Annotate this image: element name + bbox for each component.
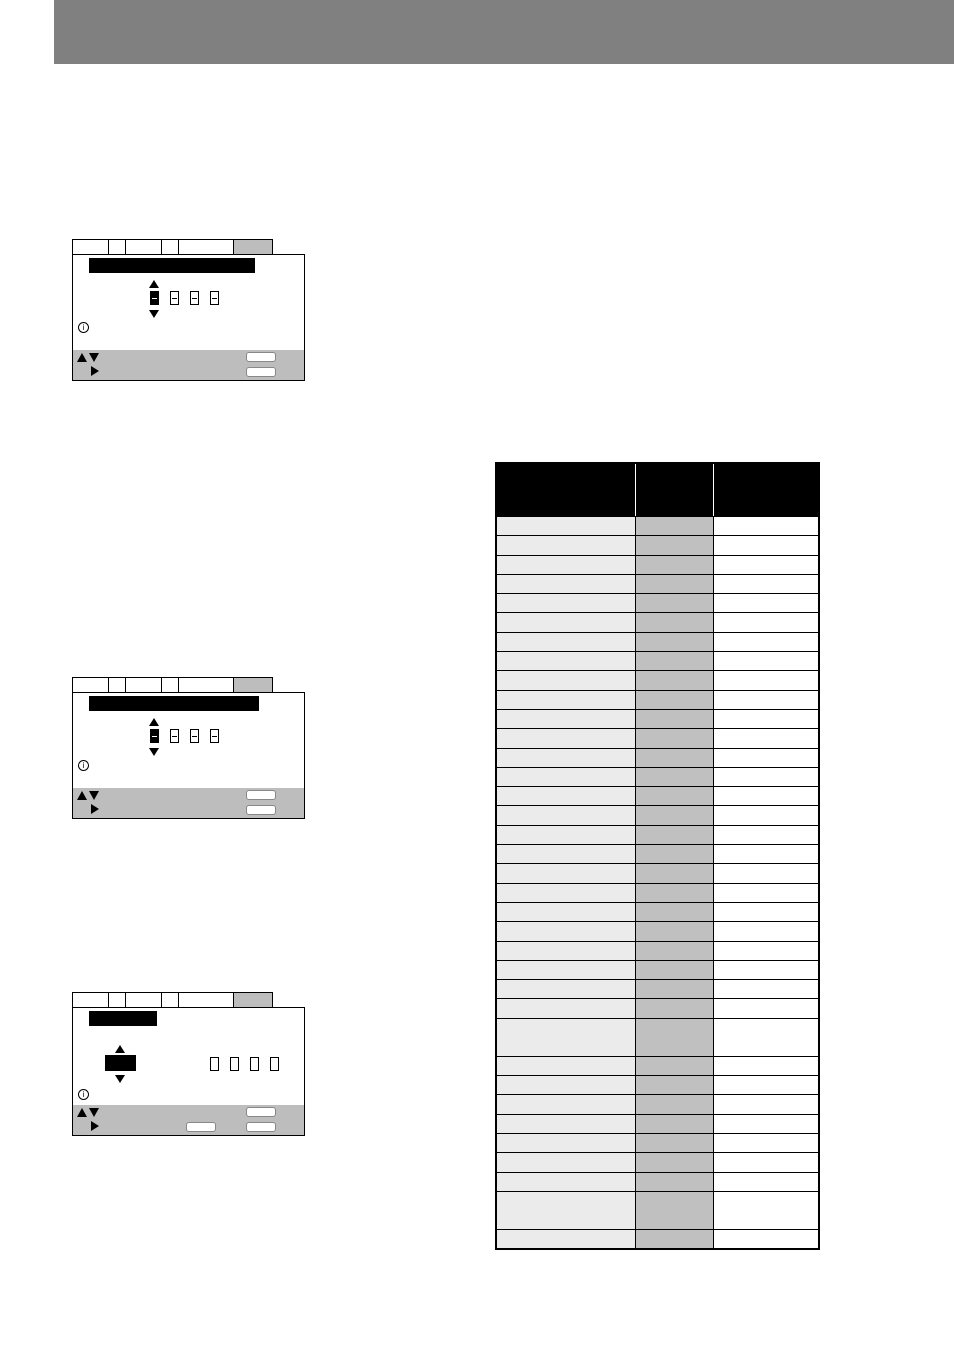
digit-4[interactable] [210, 291, 219, 305]
title-highlight [89, 1011, 157, 1026]
nav-down-icon [89, 353, 99, 362]
title-highlight [89, 258, 255, 273]
arrow-up-icon[interactable] [115, 1045, 125, 1053]
tab-4[interactable] [161, 239, 179, 254]
cell-code [636, 1095, 714, 1113]
arrow-up-icon[interactable] [149, 280, 159, 288]
cell-code [636, 806, 714, 824]
table-row [497, 1191, 818, 1229]
table-row [497, 690, 818, 709]
osd-panel [72, 254, 305, 381]
table-row [497, 1018, 818, 1056]
cell-input-code [714, 1192, 818, 1229]
cell-code [636, 517, 714, 535]
nav-down-icon [89, 1108, 99, 1117]
cell-language [497, 884, 636, 902]
code-box-3 [250, 1057, 259, 1071]
arrow-down-icon[interactable] [149, 748, 159, 756]
table-row [497, 612, 818, 631]
cell-input-code [714, 903, 818, 921]
cell-input-code [714, 575, 818, 593]
cell-language [497, 1115, 636, 1133]
cell-code [636, 633, 714, 651]
cell-input-code [714, 942, 818, 960]
cell-input-code [714, 536, 818, 554]
header-input-code [714, 464, 818, 516]
tab-5[interactable] [178, 239, 234, 254]
cell-code [636, 884, 714, 902]
cell-input-code [714, 652, 818, 670]
table-row [497, 786, 818, 805]
table-row [497, 902, 818, 921]
cell-language [497, 806, 636, 824]
cell-language [497, 1095, 636, 1113]
cell-input-code [714, 1134, 818, 1152]
operation-guide-bar [73, 350, 304, 380]
title-highlight [89, 696, 259, 711]
digit-1-selected[interactable] [150, 729, 159, 743]
nav-right-icon [91, 804, 99, 814]
table-row [497, 1075, 818, 1094]
table-row [497, 979, 818, 998]
cell-input-code [714, 922, 818, 940]
table-header [497, 464, 818, 516]
cell-language [497, 517, 636, 535]
guide-button-1[interactable] [246, 790, 276, 800]
operation-guide-bar [73, 788, 304, 818]
cell-code [636, 1173, 714, 1191]
table-row [497, 960, 818, 979]
cell-language [497, 903, 636, 921]
cell-input-code [714, 613, 818, 631]
cell-code [636, 536, 714, 554]
cell-language [497, 1192, 636, 1229]
cell-code [636, 1076, 714, 1094]
nav-right-icon [91, 366, 99, 376]
cell-language [497, 922, 636, 940]
cell-language [497, 845, 636, 863]
cell-input-code [714, 1076, 818, 1094]
cell-code [636, 845, 714, 863]
cell-input-code [714, 787, 818, 805]
digit-3[interactable] [190, 729, 199, 743]
cell-language [497, 575, 636, 593]
menu-tabs [72, 992, 305, 1008]
page-header-bar [54, 0, 954, 64]
cell-input-code [714, 1057, 818, 1075]
cell-input-code [714, 594, 818, 612]
cell-code [636, 1192, 714, 1229]
cell-language [497, 749, 636, 767]
cell-language [497, 768, 636, 786]
cell-language [497, 1173, 636, 1191]
tab-3[interactable] [125, 239, 162, 254]
arrow-down-icon[interactable] [149, 310, 159, 318]
cell-code [636, 575, 714, 593]
table-row [497, 1094, 818, 1113]
cell-language [497, 961, 636, 979]
cell-input-code [714, 884, 818, 902]
cell-input-code [714, 961, 818, 979]
table-row [497, 1114, 818, 1133]
cell-language [497, 1057, 636, 1075]
tab-3[interactable] [125, 677, 162, 692]
cell-input-code [714, 768, 818, 786]
arrow-down-icon[interactable] [115, 1075, 125, 1083]
tab-6-active[interactable] [233, 992, 273, 1008]
cell-code [636, 1019, 714, 1056]
nav-up-icon [77, 791, 87, 800]
language-code-table [495, 462, 820, 1250]
tab-5[interactable] [178, 992, 234, 1007]
cell-language [497, 787, 636, 805]
code-box-2 [230, 1057, 239, 1071]
cell-code [636, 903, 714, 921]
guide-button-2[interactable] [246, 1122, 276, 1132]
tab-2[interactable] [108, 992, 126, 1007]
digit-4[interactable] [210, 729, 219, 743]
code-box-4 [270, 1057, 279, 1071]
cell-language [497, 710, 636, 728]
info-icon: i [78, 1089, 89, 1100]
cell-language [497, 594, 636, 612]
table-row [497, 535, 818, 554]
cell-language [497, 536, 636, 554]
cell-input-code [714, 517, 818, 535]
tab-6-active[interactable] [233, 677, 273, 693]
cell-code [636, 980, 714, 998]
digit-2[interactable] [170, 729, 179, 743]
guide-button-1[interactable] [246, 1107, 276, 1117]
table-row [497, 1152, 818, 1171]
osd-panel [72, 1007, 305, 1136]
digit-3[interactable] [190, 291, 199, 305]
tab-1[interactable] [72, 677, 109, 692]
arrow-up-icon[interactable] [149, 718, 159, 726]
cell-input-code [714, 1173, 818, 1191]
table-row [497, 805, 818, 824]
tab-2[interactable] [108, 239, 126, 254]
cell-code [636, 729, 714, 747]
cell-input-code [714, 710, 818, 728]
cell-input-code [714, 1230, 818, 1248]
cell-input-code [714, 1019, 818, 1056]
cell-input-code [714, 729, 818, 747]
osd-screen-2 [72, 677, 305, 819]
cell-input-code [714, 671, 818, 689]
cell-code [636, 768, 714, 786]
cell-language [497, 691, 636, 709]
cell-language [497, 1019, 636, 1056]
cell-input-code [714, 1153, 818, 1171]
nav-up-icon [77, 1108, 87, 1117]
cell-language [497, 1153, 636, 1171]
cell-input-code [714, 845, 818, 863]
table-row [497, 1172, 818, 1191]
osd-screen-3 [72, 992, 305, 1136]
cell-code [636, 1153, 714, 1171]
digit-1-selected[interactable] [150, 291, 159, 305]
cell-code [636, 691, 714, 709]
cell-language [497, 942, 636, 960]
cell-code [636, 1134, 714, 1152]
cell-input-code [714, 633, 818, 651]
cell-input-code [714, 980, 818, 998]
guide-button-2[interactable] [246, 367, 276, 377]
cell-language [497, 999, 636, 1017]
tab-2[interactable] [108, 677, 126, 692]
cell-input-code [714, 864, 818, 882]
tab-1[interactable] [72, 239, 109, 254]
table-body [497, 516, 818, 1248]
table-row [497, 844, 818, 863]
cell-code [636, 1115, 714, 1133]
table-row [497, 555, 818, 574]
cell-language [497, 1134, 636, 1152]
cell-language [497, 1076, 636, 1094]
tab-4[interactable] [161, 677, 179, 692]
cell-code [636, 864, 714, 882]
cell-language [497, 729, 636, 747]
cell-input-code [714, 806, 818, 824]
cell-input-code [714, 691, 818, 709]
menu-tabs [72, 677, 305, 693]
header-language [497, 464, 636, 516]
nav-down-icon [89, 791, 99, 800]
cell-language [497, 671, 636, 689]
table-row [497, 1056, 818, 1075]
table-row [497, 574, 818, 593]
nav-up-icon [77, 353, 87, 362]
code-box-1 [210, 1057, 219, 1071]
cell-code [636, 556, 714, 574]
cell-code [636, 826, 714, 844]
table-row [497, 767, 818, 786]
table-row [497, 1229, 818, 1248]
table-row [497, 921, 818, 940]
guide-button-3[interactable] [186, 1122, 216, 1132]
table-row [497, 728, 818, 747]
digit-2[interactable] [170, 291, 179, 305]
nav-right-icon [91, 1121, 99, 1131]
cell-code [636, 652, 714, 670]
cell-code [636, 749, 714, 767]
cell-input-code [714, 749, 818, 767]
table-row [497, 1133, 818, 1152]
table-row [497, 632, 818, 651]
cell-code [636, 613, 714, 631]
table-row [497, 670, 818, 689]
table-row [497, 651, 818, 670]
cell-language [497, 980, 636, 998]
operation-guide-bar [73, 1105, 304, 1135]
cell-input-code [714, 1115, 818, 1133]
cell-code [636, 961, 714, 979]
menu-tabs [72, 239, 305, 255]
table-row [497, 593, 818, 612]
cell-language [497, 864, 636, 882]
table-row [497, 941, 818, 960]
tab-3[interactable] [125, 992, 162, 1007]
table-row [497, 883, 818, 902]
cell-code [636, 787, 714, 805]
guide-button-2[interactable] [246, 805, 276, 815]
cell-input-code [714, 556, 818, 574]
guide-button-1[interactable] [246, 352, 276, 362]
osd-screen-1 [72, 239, 305, 381]
info-icon: i [78, 322, 89, 333]
cell-code [636, 922, 714, 940]
tab-1[interactable] [72, 992, 109, 1007]
cell-code [636, 942, 714, 960]
osd-panel [72, 692, 305, 819]
table-row [497, 709, 818, 728]
cell-input-code [714, 826, 818, 844]
cell-input-code [714, 999, 818, 1017]
tab-4[interactable] [161, 992, 179, 1007]
info-icon: i [78, 760, 89, 771]
language-code-selected[interactable] [105, 1055, 136, 1071]
tab-5[interactable] [178, 677, 234, 692]
table-row [497, 863, 818, 882]
cell-code [636, 999, 714, 1017]
header-code [636, 464, 714, 516]
table-row [497, 825, 818, 844]
cell-code [636, 1230, 714, 1248]
cell-language [497, 613, 636, 631]
cell-language [497, 556, 636, 574]
cell-code [636, 1057, 714, 1075]
cell-language [497, 633, 636, 651]
cell-code [636, 671, 714, 689]
cell-code [636, 594, 714, 612]
table-row [497, 516, 818, 535]
cell-language [497, 1230, 636, 1248]
cell-language [497, 652, 636, 670]
cell-language [497, 826, 636, 844]
table-row [497, 998, 818, 1017]
tab-6-active[interactable] [233, 239, 273, 255]
table-row [497, 748, 818, 767]
cell-code [636, 710, 714, 728]
cell-input-code [714, 1095, 818, 1113]
